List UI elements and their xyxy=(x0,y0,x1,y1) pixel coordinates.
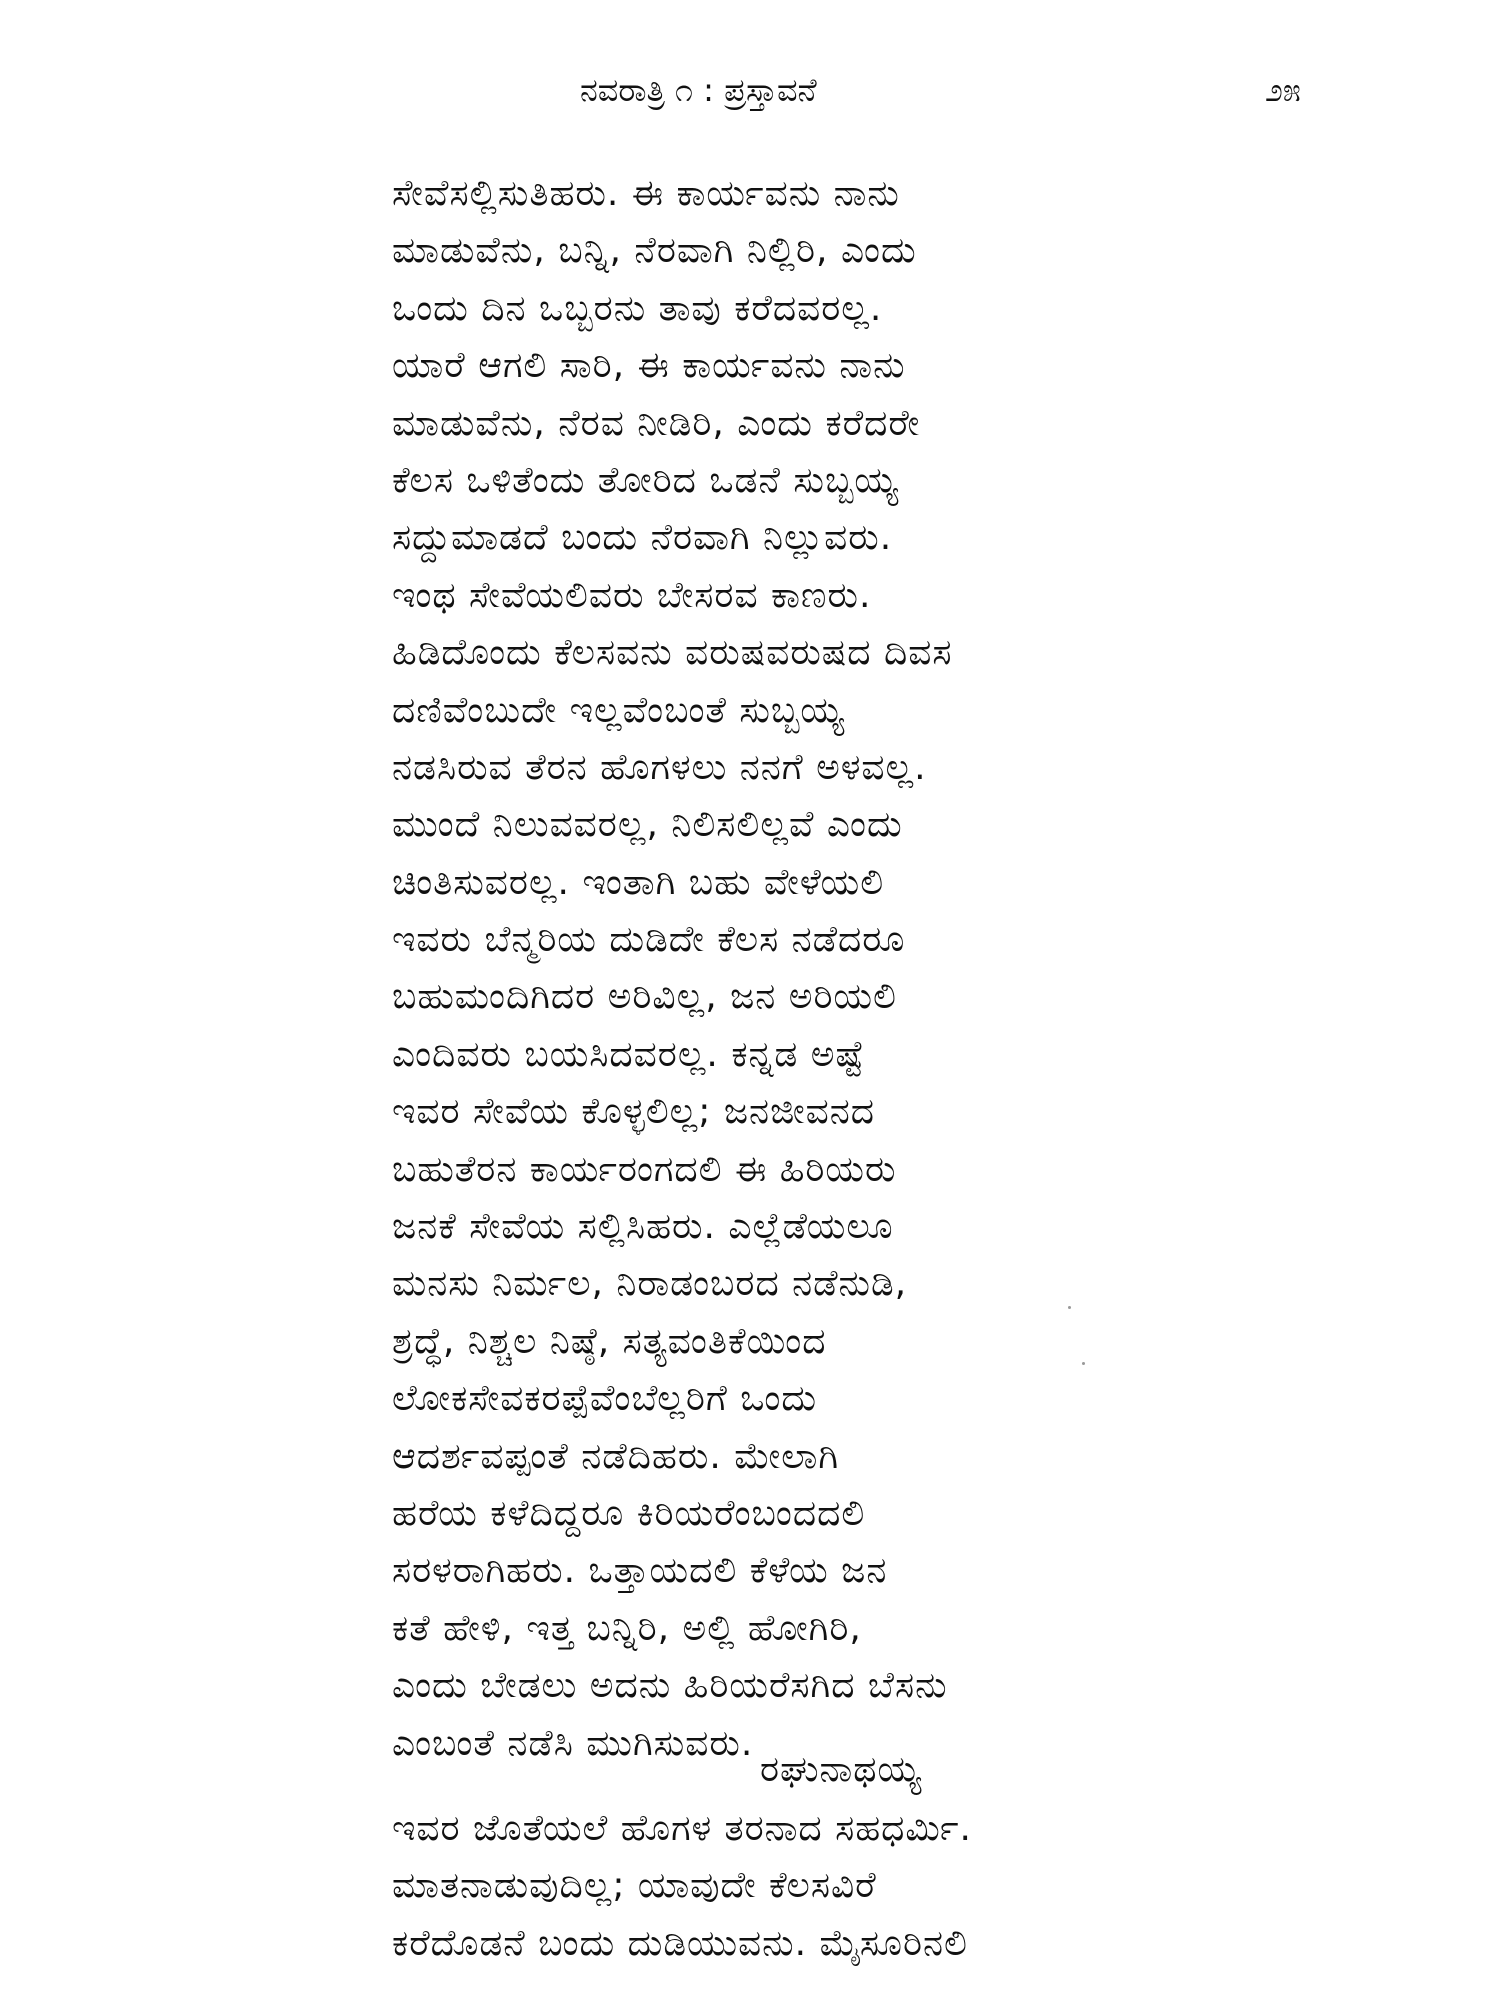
verse-line: ದಣಿವೆಂಬುದೇ ಇಲ್ಲವೆಂಬಂತೆ ಸುಬ್ಬಯ್ಯ xyxy=(392,689,845,731)
verse-line: ಇಂಥ ಸೇವೆಯಲಿವರು ಬೇಸರವ ಕಾಣರು. xyxy=(392,574,872,616)
paper-speck xyxy=(1082,1362,1085,1365)
verse-line: ಆದರ್ಶವಪ್ಪಂತೆ ನಡೆದಿಹರು. ಮೇಲಾಗಿ xyxy=(392,1435,840,1477)
verse-line: ಎಂದು ಬೇಡಲು ಅದನು ಹಿರಿಯರೆಸಗಿದ ಬೆಸನು xyxy=(392,1665,948,1707)
verse-line: ಹಿಡಿದೊಂದು ಕೆಲಸವನು ವರುಷವರುಷದ ದಿವಸ xyxy=(392,632,953,674)
verse-line: ಕತೆ ಹೇಳಿ, ಇತ್ತ ಬನ್ನಿರಿ, ಅಲ್ಲಿ ಹೋಗಿರಿ, xyxy=(392,1607,862,1649)
verse-line: ಶ್ರದ್ಧೆ, ನಿಶ್ಚಲ ನಿಷ್ಠೆ, ಸತ್ಯವಂತಿಕೆಯಿಂದ xyxy=(392,1320,827,1362)
verse-line: ಬಹುಮಂದಿಗಿದರ ಅರಿವಿಲ್ಲ, ಜನ ಅರಿಯಲಿ xyxy=(392,976,897,1018)
verse-line: ಎಂಬಂತೆ ನಡೆಸಿ ಮುಗಿಸುವರು. xyxy=(392,1722,754,1764)
paper-speck xyxy=(1068,1306,1071,1309)
verse-line: ಮಾತನಾಡುವುದಿಲ್ಲ; ಯಾವುದೇ ಕೆಲಸವಿರೆ xyxy=(392,1865,877,1907)
verse-line: ಯಾರೆ ಆಗಲಿ ಸಾರಿ, ಈ ಕಾರ್ಯವನು ನಾನು xyxy=(392,345,906,387)
verse-line: ಇವರು ಬೆನ್ಮರಿಯ ದುಡಿದೇ ಕೆಲಸ ನಡೆದರೂ xyxy=(392,919,906,961)
verse-line: ಸರಳರಾಗಿಹರು. ಒತ್ತಾಯದಲಿ ಕೆಳೆಯ ಜನ xyxy=(392,1550,888,1592)
running-header: ನವರಾತ್ರಿ ೧ : ಪ್ರಸ್ತಾವನೆ xyxy=(580,71,817,109)
verse-line: ಮನಸು ನಿರ್ಮಲ, ನಿರಾಡಂಬರದ ನಡೆನುಡಿ, xyxy=(392,1263,908,1305)
verse-line: ಮುಂದೆ ನಿಲುವವರಲ್ಲ, ನಿಲಿಸಲಿಲ್ಲವೆ ಎಂದು xyxy=(392,804,903,846)
verse-line: ಇವರ ಸೇವೆಯ ಕೊಳ್ಳಲಿಲ್ಲ; ಜನಜೀವನದ xyxy=(392,1091,876,1133)
page-number: ೨೫ xyxy=(1265,71,1301,109)
verse-line: ಚಿಂತಿಸುವರಲ್ಲ. ಇಂತಾಗಿ ಬಹು ವೇಳೆಯಲಿ xyxy=(392,861,885,903)
verse-body-continued xyxy=(392,1800,1392,1972)
verse-line: ಕರೆದೊಡನೆ ಬಂದು ದುಡಿಯುವನು. ಮೈಸೂರಿನಲಿ xyxy=(392,1922,968,1964)
section-heading-speaker: ರಘುನಾಥಯ್ಯ xyxy=(760,1749,923,1790)
verse-body xyxy=(392,165,1392,1772)
verse-line: ಮಾಡುವೆನು, ನೆರವ ನೀಡಿರಿ, ಎಂದು ಕರೆದರೇ xyxy=(392,402,921,444)
verse-line: ಬಹುತೆರನ ಕಾರ್ಯರಂಗದಲಿ ಈ ಹಿರಿಯರು xyxy=(392,1148,897,1190)
verse-line: ಲೋಕಸೇವಕರಪ್ಪೆವೆಂಬೆಲ್ಲರಿಗೆ ಒಂದು xyxy=(392,1378,818,1420)
verse-line: ನಡಸಿರುವ ತೆರನ ಹೊಗಳಲು ನನಗೆ ಅಳವಲ್ಲ. xyxy=(392,746,927,788)
verse-line: ಜನಕೆ ಸೇವೆಯ ಸಲ್ಲಿಸಿಹರು. ಎಲ್ಲೆಡೆಯಲೂ xyxy=(392,1206,894,1248)
verse-line: ಹರೆಯ ಕಳೆದಿದ್ದರೂ ಕಿರಿಯರೆಂಬಂದದಲಿ xyxy=(392,1492,866,1534)
verse-line: ಸೇವೆಸಲ್ಲಿಸುತಿಹರು. ಈ ಕಾರ್ಯವನು ನಾನು xyxy=(392,173,900,214)
verse-line: ಕೆಲಸ ಒಳಿತೆಂದು ತೋರಿದ ಒಡನೆ ಸುಬ್ಬಯ್ಯ xyxy=(392,459,899,501)
verse-line: ಸದ್ದುಮಾಡದೆ ಬಂದು ನೆರವಾಗಿ ನಿಲ್ಲುವರು. xyxy=(392,517,893,559)
verse-line: ಎಂದಿವರು ಬಯಸಿದವರಲ್ಲ. ಕನ್ನಡ ಅಷ್ಟೆ xyxy=(392,1033,866,1075)
verse-line: ಒಂದು ದಿನ ಒಬ್ಬರನು ತಾವು ಕರೆದವರಲ್ಲ. xyxy=(392,287,883,329)
verse-line: ಇವರ ಜೊತೆಯಲೆ ಹೊಗಳ ತರನಾದ ಸಹಧರ್ಮಿ. xyxy=(392,1808,972,1849)
verse-line: ಮಾಡುವೆನು, ಬನ್ನಿ, ನೆರವಾಗಿ ನಿಲ್ಲಿರಿ, ಎಂದು xyxy=(392,230,917,272)
